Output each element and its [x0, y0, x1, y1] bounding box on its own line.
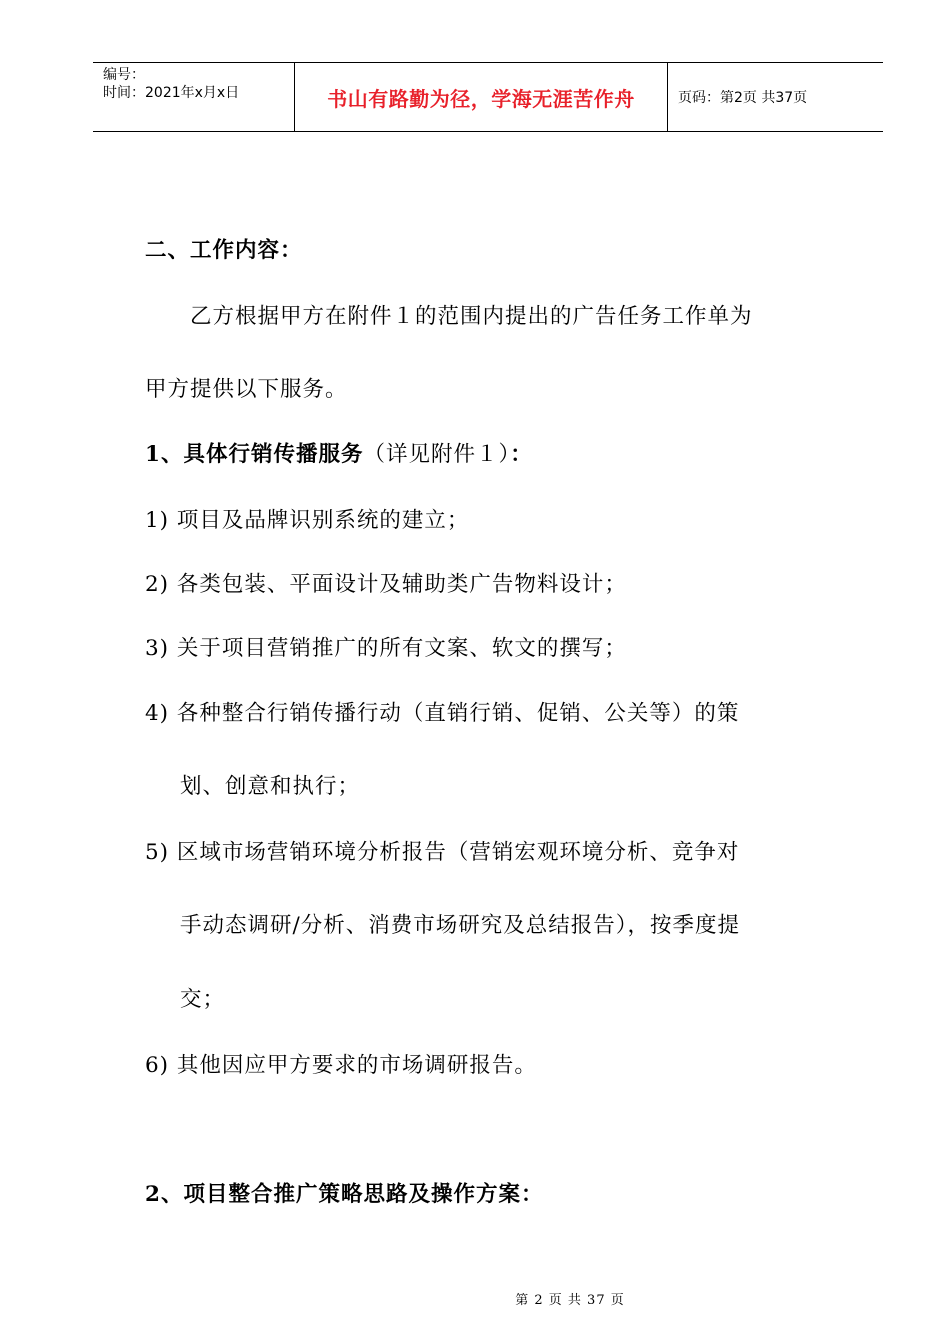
- header-page-info: 页码：第2页 共37页: [678, 90, 808, 106]
- subheading-1-colon: ：: [510, 442, 533, 467]
- header-meta: [93, 63, 295, 131]
- subheading-1-note: （详见附件１）: [363, 442, 511, 467]
- list-item-6: 6) 其他因应甲方要求的市场调研报告。: [145, 1053, 537, 1078]
- list-item-5-line-1: 5) 区域市场营销环境分析报告（营销宏观环境分析、竞争对: [145, 840, 740, 865]
- subheading-1-bold: 1、具体行销传播服务: [145, 442, 364, 467]
- page-footer: 第 2 页 共 37 页: [515, 1293, 625, 1308]
- section-title: 二、工作内容：: [145, 238, 303, 263]
- subheading-2: 2、项目整合推广策略思路及操作方案：: [145, 1182, 544, 1207]
- subheading-1: [145, 437, 533, 468]
- list-item-4-line-2: 划、创意和执行；: [180, 774, 361, 799]
- intro-line-2: 甲方提供以下服务。: [145, 377, 348, 402]
- intro-line-1: 乙方根据甲方在附件１的范围内提出的广告任务工作单为: [190, 304, 753, 329]
- list-item-4-line-1: 4) 各种整合行销传播行动（直销行销、促销、公关等）的策: [145, 701, 740, 726]
- time-label: 时间：2021年x月x日: [103, 85, 240, 101]
- list-item-2: 2) 各类包装、平面设计及辅助类广告物料设计；: [145, 572, 627, 597]
- header-motto: 书山有路勤为径，学海无涯苦作舟: [327, 86, 635, 111]
- list-item-5-line-3: 交；: [180, 987, 226, 1012]
- header-motto-cell: [295, 63, 668, 131]
- page-header: [93, 62, 883, 132]
- header-page-cell: [668, 63, 883, 131]
- list-item-3: 3) 关于项目营销推广的所有文案、软文的撰写；: [145, 636, 627, 661]
- list-item-5-line-2: 手动态调研/分析、消费市场研究及总结报告），按季度提: [180, 913, 740, 938]
- number-label: 编号：: [103, 67, 145, 83]
- list-item-1: 1) 项目及品牌识别系统的建立；: [145, 508, 470, 533]
